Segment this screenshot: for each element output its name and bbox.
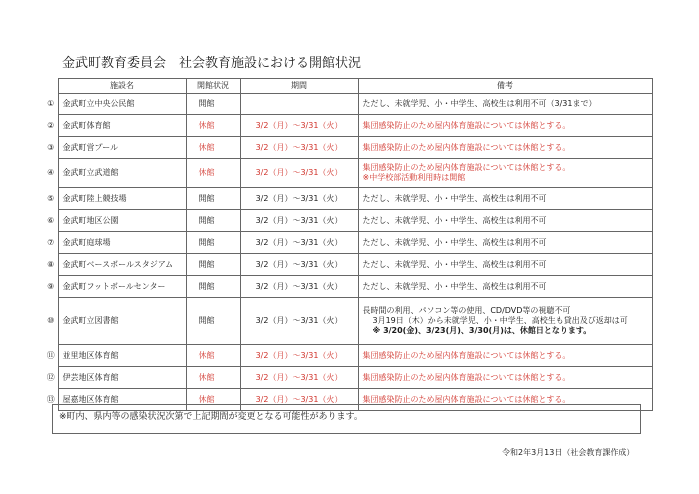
remarks-line: ただし、未就学児、小・中学生、高校生は利用不可 [362,193,547,203]
facility-name: 屋嘉地区体育館 [58,389,186,411]
period: 3/2（月）～3/31（火） [240,188,358,210]
table-row [44,232,652,254]
row-number: ⑥ [47,215,55,225]
remarks-line: 集団感染防止のため屋内体育施設については休館とする。 [362,163,571,172]
row-number: ① [47,99,55,108]
status-badge: 開館 [186,210,240,232]
row-number: ⑩ [47,316,55,325]
period [240,94,358,115]
facility-name: 金武町体育館 [58,115,186,137]
status-badge: 休館 [186,137,240,159]
facility-name: 金武町立図書館 [58,298,186,345]
remarks-line: ただし、未就学児、小・中学生、高校生は利用不可 [362,215,547,225]
remarks-line: 集団感染防止のため屋内体育施設については休館とする。 [362,394,571,404]
facility-name: 金武町庭球場 [58,232,186,254]
status-badge: 開館 [186,188,240,210]
status-badge: 開館 [186,298,240,345]
row-number: ⑬ [46,394,55,404]
table-row [44,298,652,345]
remarks-line: 3月19日（木）から未就学児、小・中学生、高校生も貸出及び返却は可 [372,316,628,325]
status-badge: 休館 [186,389,240,411]
table-row [44,345,652,367]
row-number: ⑨ [47,281,55,291]
facility-name: 金武町立中央公民館 [58,94,186,115]
period: 3/2（月）～3/31（火） [240,389,358,411]
table-row [44,210,652,232]
facility-name: 金武町立武道館 [58,159,186,188]
remarks-line: ※中学校部活動利用時は開館 [362,173,466,182]
remarks [358,94,652,115]
table-row [44,137,652,159]
period: 3/2（月）～3/31（火） [240,159,358,188]
status-badge: 休館 [186,345,240,367]
header-num [44,79,58,94]
period: 3/2（月）～3/31（火） [240,137,358,159]
status-badge: 休館 [186,367,240,389]
row-number: ③ [47,142,55,152]
table-row [44,276,652,298]
table-row [44,159,652,188]
facility-name: 伊芸地区体育館 [58,367,186,389]
remarks [358,298,652,345]
row-number: ⑤ [47,193,55,203]
status-badge: 休館 [186,115,240,137]
row-number: ⑧ [47,259,55,269]
remarks-line: ただし、未就学児、小・中学生、高校生は利用不可 [362,281,547,291]
remarks [358,232,652,254]
period: 3/2（月）～3/31（火） [240,254,358,276]
facility-status-table [44,78,653,411]
status-badge: 開館 [186,94,240,115]
row-number: ⑪ [46,350,55,360]
table-row [44,254,652,276]
header-remarks: 備考 [358,79,652,94]
remarks [358,188,652,210]
remarks [358,115,652,137]
remarks-line: 長時間の利用、パソコン等の使用、CD/DVD等の視聴不可 [362,306,571,315]
row-number: ⑦ [47,237,55,247]
status-badge: 休館 [186,159,240,188]
period: 3/2（月）～3/31（火） [240,298,358,345]
header-period: 期間 [240,79,358,94]
facility-name: 並里地区体育館 [58,345,186,367]
remarks-line: ただし、未就学児、小・中学生、高校生は利用不可 [362,237,547,247]
header-status: 開館状況 [186,79,240,94]
period: 3/2（月）～3/31（火） [240,232,358,254]
remarks-line: 集団感染防止のため屋内体育施設については休館とする。 [362,142,571,152]
table-body [44,94,652,411]
facility-name: 金武町地区公園 [58,210,186,232]
remarks [358,254,652,276]
status-badge: 開館 [186,276,240,298]
row-number: ⑫ [46,372,55,382]
facility-name: 金武町陸上競技場 [58,188,186,210]
period: 3/2（月）～3/31（火） [240,210,358,232]
remarks [358,345,652,367]
period: 3/2（月）～3/31（火） [240,276,358,298]
remarks-line: 集団感染防止のため屋内体育施設については休館とする。 [362,350,571,360]
period: 3/2（月）～3/31（火） [240,345,358,367]
remarks [358,367,652,389]
period: 3/2（月）～3/31（火） [240,367,358,389]
remarks-line: 集団感染防止のため屋内体育施設については休館とする。 [362,120,571,130]
footnote: ※町内、県内等の感染状況次第で上記期間が変更となる可能性があります。 [52,404,641,434]
row-number: ④ [47,168,55,177]
remarks [358,276,652,298]
remarks-line: ただし、未就学児、小・中学生、高校生は利用不可（3/31まで） [362,99,597,108]
credit: 令和2年3月13日（社会教育課作成） [502,448,635,457]
status-badge: 開館 [186,254,240,276]
table-header-row [44,79,652,94]
remarks [358,137,652,159]
table-row [44,94,652,115]
table-row [44,367,652,389]
table-row [44,188,652,210]
table-row [44,115,652,137]
period: 3/2（月）～3/31（火） [240,115,358,137]
remarks-line: ※ 3/20(金)、3/23(月)、3/30(月)は、休館日となります。 [372,326,592,335]
facility-name: 金武町ベースボールスタジアム [58,254,186,276]
remarks-line: ただし、未就学児、小・中学生、高校生は利用不可 [362,259,547,269]
page-title: 金武町教育委員会 社会教育施設における開館状況 [62,56,362,71]
remarks [358,159,652,188]
status-badge: 開館 [186,232,240,254]
header-name: 施設名 [58,79,186,94]
remarks [358,210,652,232]
row-number: ② [47,120,55,130]
facility-name: 金武町フットボールセンター [58,276,186,298]
facility-name: 金武町営プール [58,137,186,159]
remarks-line: 集団感染防止のため屋内体育施設については休館とする。 [362,372,571,382]
